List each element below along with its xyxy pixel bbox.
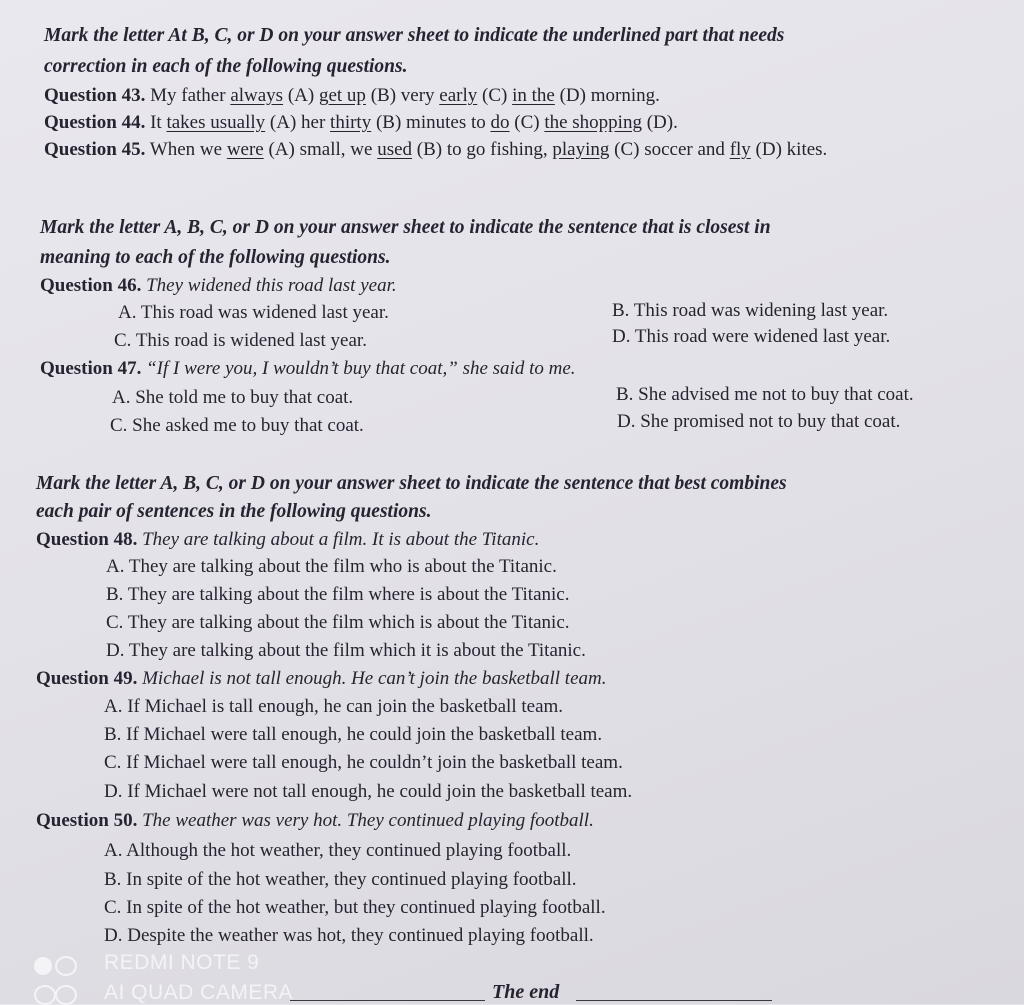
end-rule-right <box>576 1000 772 1001</box>
q43-underline-a: always <box>230 85 284 106</box>
q45-text-5: (D) kites. <box>750 139 828 160</box>
q44-text-4: (C) <box>509 112 545 133</box>
q43-underline-b: get up <box>318 85 366 106</box>
q47-option-c: C. She asked me to buy that coat. <box>110 415 364 436</box>
watermark-line2: AI QUAD CAMERA <box>104 981 294 1004</box>
watermark-loop-left-icon <box>34 985 56 1005</box>
question-47-quote: “If I were you, I wouldn’t buy that coat,” <box>146 358 458 379</box>
q43-text-3: (B) very <box>365 85 440 106</box>
q49-option-d: D. If Michael were not tall enough, he could join the basketball team. <box>104 781 633 802</box>
q43-underline-d: in the <box>512 85 555 106</box>
q46-option-d: D. This road were widened last year. <box>612 326 891 347</box>
q45-text-1: When we <box>149 139 227 160</box>
q47-option-a: A. She told me to buy that coat. <box>112 387 354 408</box>
question-47 <box>40 357 576 381</box>
q47-option-b: B. She advised me not to buy that coat. <box>616 384 914 405</box>
question-46-stem: They widened this road last year. <box>146 275 397 296</box>
question-45 <box>44 138 827 162</box>
q44-underline-a: takes usually <box>166 112 266 133</box>
q44-underline-c: do <box>490 112 510 133</box>
question-50-label: Question 50. <box>36 810 138 831</box>
question-44-label: Question 44. <box>44 112 146 133</box>
q45-text-4: (C) soccer and <box>609 139 730 160</box>
q45-underline-d: fly <box>729 139 751 160</box>
section1-instruction-line1: Mark the letter At B, C, or D on your answer sheet to indicate the underlined part that needs <box>44 25 785 46</box>
q49-option-b: B. If Michael were tall enough, he could join the basketball team. <box>104 724 603 745</box>
q44-underline-b: thirty <box>330 112 372 133</box>
q44-text-2: (A) her <box>265 112 331 133</box>
question-45-label: Question 45. <box>44 139 146 160</box>
question-48-label: Question 48. <box>36 529 138 550</box>
question-46-label: Question 46. <box>40 275 142 296</box>
q50-option-c: C. In spite of the hot weather, but they continued playing football. <box>104 897 606 918</box>
question-49-stem: Michael is not tall enough. He can’t join the basketball team. <box>142 668 607 689</box>
question-44 <box>44 111 678 135</box>
question-50-stem: The weather was very hot. They continued playing football. <box>142 810 594 831</box>
question-48-stem: They are talking about a film. It is about the Titanic. <box>142 529 540 550</box>
question-50 <box>36 809 594 833</box>
watermark-line1: REDMI NOTE 9 <box>104 951 260 974</box>
q45-underline-b: used <box>377 139 413 160</box>
end-rule-left <box>290 1000 485 1001</box>
q49-option-c: C. If Michael were tall enough, he couldn’t join the basketball team. <box>104 752 623 773</box>
question-43 <box>44 84 660 108</box>
q46-option-b: B. This road was widening last year. <box>612 300 889 321</box>
q48-option-c: C. They are talking about the film which is about the Titanic. <box>106 612 570 633</box>
q50-option-b: B. In spite of the hot weather, they continued playing football. <box>104 869 577 890</box>
watermark-loop-right-icon <box>55 985 77 1005</box>
question-48 <box>36 528 539 552</box>
q48-option-a: A. They are talking about the film who is about the Titanic. <box>106 556 557 577</box>
end-text: The end <box>492 981 560 1003</box>
q43-text-2: (A) <box>283 85 319 106</box>
q48-option-b: B. They are talking about the film where is about the Titanic. <box>106 584 570 605</box>
question-43-label: Question 43. <box>44 85 146 106</box>
q46-option-a: A. This road was widened last year. <box>118 302 389 323</box>
question-46 <box>40 274 397 298</box>
q47-option-d: D. She promised not to buy that coat. <box>617 411 901 432</box>
q45-underline-a: were <box>226 139 264 160</box>
q50-option-a: A. Although the hot weather, they continued playing football. <box>104 840 572 861</box>
q44-underline-d: the shopping <box>544 112 642 133</box>
q45-underline-c: playing <box>552 139 610 160</box>
q46-option-c: C. This road is widened last year. <box>114 330 367 351</box>
q49-option-a: A. If Michael is tall enough, he can join the basketball team. <box>104 696 564 717</box>
q43-text-1: My father <box>150 85 231 106</box>
q43-underline-c: early <box>439 85 478 106</box>
q44-text-5: (D). <box>641 112 678 133</box>
section3-instruction-line1: Mark the letter A, B, C, or D on your answer sheet to indicate the sentence that best combines <box>36 473 787 494</box>
q44-text-1: It <box>150 112 167 133</box>
section2-instruction-line2: meaning to each of the following questions. <box>40 247 391 268</box>
q45-text-2: (A) small, we <box>263 139 378 160</box>
q43-text-4: (C) <box>477 85 513 106</box>
q48-option-d: D. They are talking about the film which it is about the Titanic. <box>106 640 586 661</box>
section2-instruction-line1: Mark the letter A, B, C, or D on your answer sheet to indicate the sentence that is closest in <box>40 217 771 238</box>
question-49-label: Question 49. <box>36 668 138 689</box>
q44-text-3: (B) minutes to <box>371 112 491 133</box>
watermark-ring-icon <box>55 956 77 976</box>
question-49 <box>36 667 606 691</box>
q50-option-d: D. Despite the weather was hot, they continued playing football. <box>104 925 594 946</box>
watermark-dot-icon <box>34 957 52 975</box>
q43-text-5: (D) morning. <box>554 85 660 106</box>
section3-instruction-line2: each pair of sentences in the following questions. <box>36 501 432 522</box>
q45-text-3: (B) to go fishing, <box>412 139 553 160</box>
question-47-label: Question 47. <box>40 358 142 379</box>
question-47-stem-rest: she said to me. <box>457 358 576 379</box>
section1-instruction-line2: correction in each of the following questions. <box>44 56 408 77</box>
